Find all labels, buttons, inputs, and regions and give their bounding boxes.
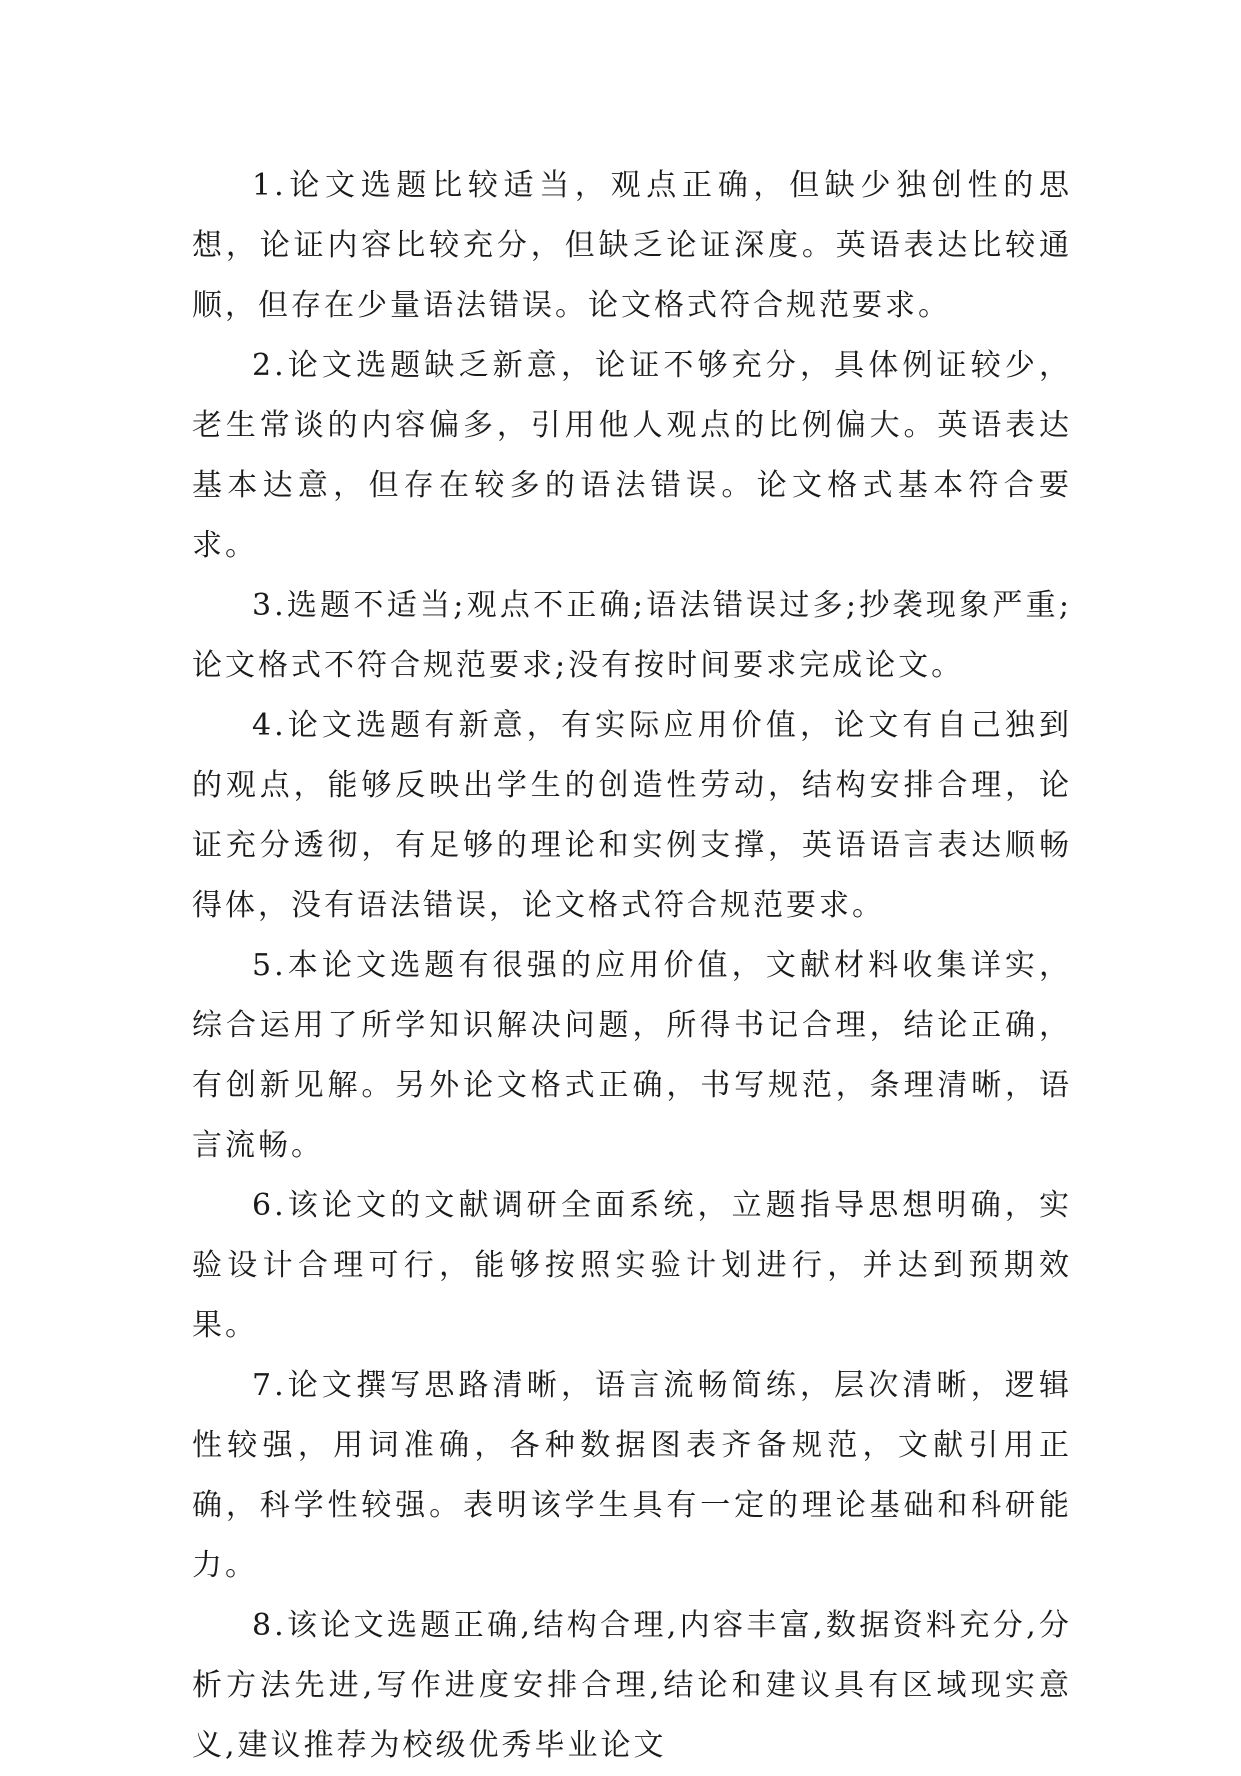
comment-paragraph-7: 7.论文撰写思路清晰，语言流畅简练，层次清晰，逻辑性较强，用词准确，各种数据图表齐备规范，文献引用正确，科学性较强。表明该学生具有一定的理论基础和科研能力。 <box>192 1368 1072 1583</box>
comment-paragraph-5: 5.本论文选题有很强的应用价值，文献材料收集详实，综合运用了所学知识解决问题，所得书记合理，结论正确，有创新见解。另外论文格式正确，书写规范，条理清晰，语言流畅。 <box>192 948 1072 1163</box>
comment-paragraph-3: 3.选题不适当;观点不正确;语法错误过多;抄袭现象严重;论文格式不符合规范要求;没有按时间要求完成论文。 <box>192 588 1072 683</box>
comment-paragraph-6: 6.该论文的文献调研全面系统，立题指导思想明确，实验设计合理可行，能够按照实验计划进行，并达到预期效果。 <box>192 1188 1072 1343</box>
comment-paragraph-2: 2.论文选题缺乏新意，论证不够充分，具体例证较少，老生常谈的内容偏多，引用他人观点的比例偏大。英语表达基本达意，但存在较多的语法错误。论文格式基本符合要求。 <box>192 348 1072 563</box>
comment-paragraph-1: 1.论文选题比较适当，观点正确，但缺少独创性的思想，论证内容比较充分，但缺乏论证深度。英语表达比较通顺，但存在少量语法错误。论文格式符合规范要求。 <box>192 168 1072 323</box>
comment-paragraph-4: 4.论文选题有新意，有实际应用价值，论文有自己独到的观点，能够反映出学生的创造性劳动，结构安排合理，论证充分透彻，有足够的理论和实例支撑，英语语言表达顺畅得体，没有语法错误，论文格式符合规范要求。 <box>192 708 1072 923</box>
comment-paragraph-8: 8.该论文选题正确,结构合理,内容丰富,数据资料充分,分析方法先进,写作进度安排合理,结论和建议具有区域现实意义,建议推荐为校级优秀毕业论文 <box>192 1608 1072 1763</box>
document-body <box>192 156 1072 1776</box>
